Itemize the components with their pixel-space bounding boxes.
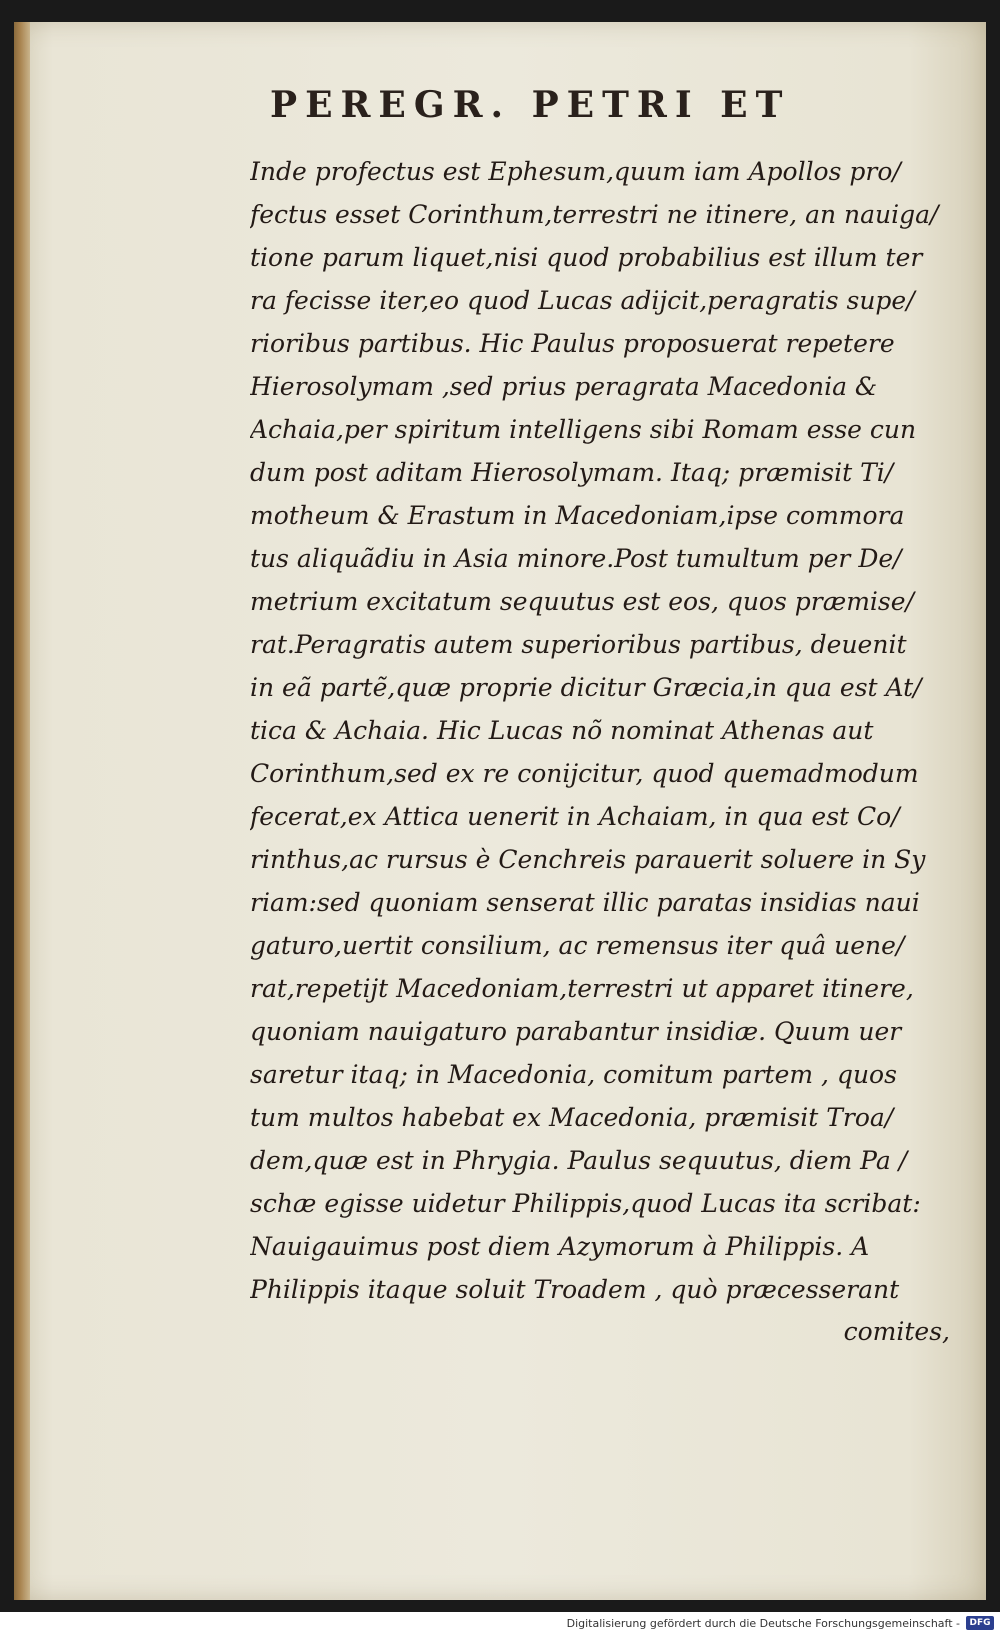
text-line: dem,quæ est in Phrygia. Paulus sequutus, diem Pa / (250, 1146, 908, 1175)
text-line: rinthus,ac rursus è Cenchreis parauerit soluere in Sy (250, 845, 926, 874)
text-line: saretur itaq; in Macedonia, comitum partem , quos (250, 1060, 897, 1089)
text-line: ra fecisse iter,eo quod Lucas adijcit,peragratis supe/ (250, 286, 915, 315)
catchword: comites, (843, 1317, 950, 1346)
text-line: fectus esset Corinthum,terrestri ne itinere, an nauiga/ (250, 200, 939, 229)
running-head: PEREGR. PETRI ET (270, 84, 791, 126)
text-line: Nauigauimus post diem Azymorum à Philippis. A (250, 1232, 870, 1261)
book-binding (14, 22, 30, 1600)
text-line: Achaia,per spiritum intelligens sibi Romam esse cun (250, 415, 917, 444)
text-line: fecerat,ex Attica uenerit in Achaiam, in qua est Co/ (250, 802, 900, 831)
dfg-logo: DFG (966, 1616, 994, 1630)
text-line: in eã partẽ,quæ proprie dicitur Græcia,in qua est At/ (250, 673, 922, 702)
text-line: Corinthum,sed ex re conijcitur, quod quemadmodum (250, 759, 919, 788)
funding-notice: Digitalisierung gefördert durch die Deutsche Forschungsgemeinschaft - (566, 1617, 960, 1630)
footer-bar (0, 1612, 1000, 1637)
body-text (250, 150, 950, 1311)
text-line: riam:sed quoniam senserat illic paratas insidias naui (250, 888, 920, 917)
text-line: Inde profectus est Ephesum,quum iam Apollos pro/ (250, 157, 901, 186)
text-line: rioribus partibus. Hic Paulus proposuerat repetere (250, 329, 895, 358)
text-line: tione parum liquet,nisi quod probabilius est illum ter (250, 243, 923, 272)
text-line: tica & Achaia. Hic Lucas nõ nominat Athenas aut (250, 716, 874, 745)
text-line: rat,repetijt Macedoniam,terrestri ut apparet itinere, (250, 974, 914, 1003)
text-line: dum post aditam Hierosolymam. Itaq; præmisit Ti/ (250, 458, 894, 487)
text-line: Hierosolymam ,sed prius peragrata Macedonia & (250, 372, 878, 401)
text-line: rat.Peragratis autem superioribus partibus, deuenit (250, 630, 907, 659)
text-line: quoniam nauigaturo parabantur insidiæ. Quum uer (250, 1017, 902, 1046)
text-line: Philippis itaque soluit Troadem , quò præcesserant (250, 1275, 900, 1304)
text-line: schæ egisse uidetur Philippis,quod Lucas ita scribat: (250, 1189, 921, 1218)
text-line: metrium excitatum sequutus est eos, quos præmise/ (250, 587, 914, 616)
text-line: tum multos habebat ex Macedonia, præmisit Troa/ (250, 1103, 894, 1132)
text-line: tus aliquãdiu in Asia minore.Post tumultum per De/ (250, 544, 902, 573)
text-line: gaturo,uertit consilium, ac remensus iter quâ uene/ (250, 931, 905, 960)
text-line: motheum & Erastum in Macedoniam,ipse commora (250, 501, 905, 530)
